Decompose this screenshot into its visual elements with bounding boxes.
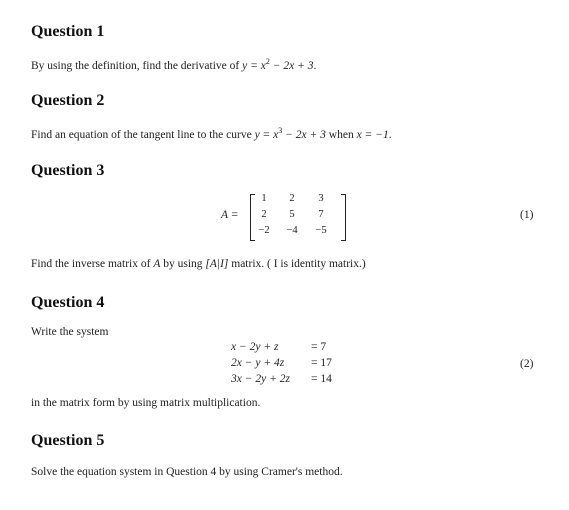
question-2-title: Question 2 (31, 92, 105, 109)
matrix-right-bracket (341, 194, 346, 241)
matrix-cell: 5 (289, 209, 295, 220)
matrix-cell: −4 (286, 225, 298, 236)
question-1-text: By using the definition, find the derivative of $y = x^2 - 2x + 3$. (31, 57, 317, 72)
question-4-intro: Write the system (31, 326, 109, 338)
matrix-cell: −5 (315, 225, 327, 236)
matrix-cell: 7 (318, 209, 324, 220)
matrix-cell: 2 (289, 193, 295, 204)
question-5-title: Question 5 (31, 432, 105, 449)
question-3-title: Question 3 (31, 162, 105, 179)
question-3-text: Find the inverse matrix of A by using [A|I] matrix. ( I is identity matrix.) (31, 258, 366, 270)
question-1-title: Question 1 (31, 23, 105, 40)
matrix-label: A = (221, 209, 239, 221)
matrix-cell: −2 (258, 225, 270, 236)
matrix-cell: 1 (261, 193, 267, 204)
matrix-cell: 2 (261, 209, 267, 220)
question-4-outro: in the matrix form by using matrix multiplication. (31, 397, 261, 409)
equation-number-1: (1) (520, 209, 534, 221)
question-5-text: Solve the equation system in Question 4 by using Cramer's method. (31, 466, 343, 478)
matrix-cell: 3 (318, 193, 324, 204)
equation-number-2: (2) (520, 358, 534, 370)
question-2-text: Find an equation of the tangent line to the curve $y = x^3 - 2x + 3$ when x = −1. (31, 126, 392, 141)
question-4-title: Question 4 (31, 294, 105, 311)
